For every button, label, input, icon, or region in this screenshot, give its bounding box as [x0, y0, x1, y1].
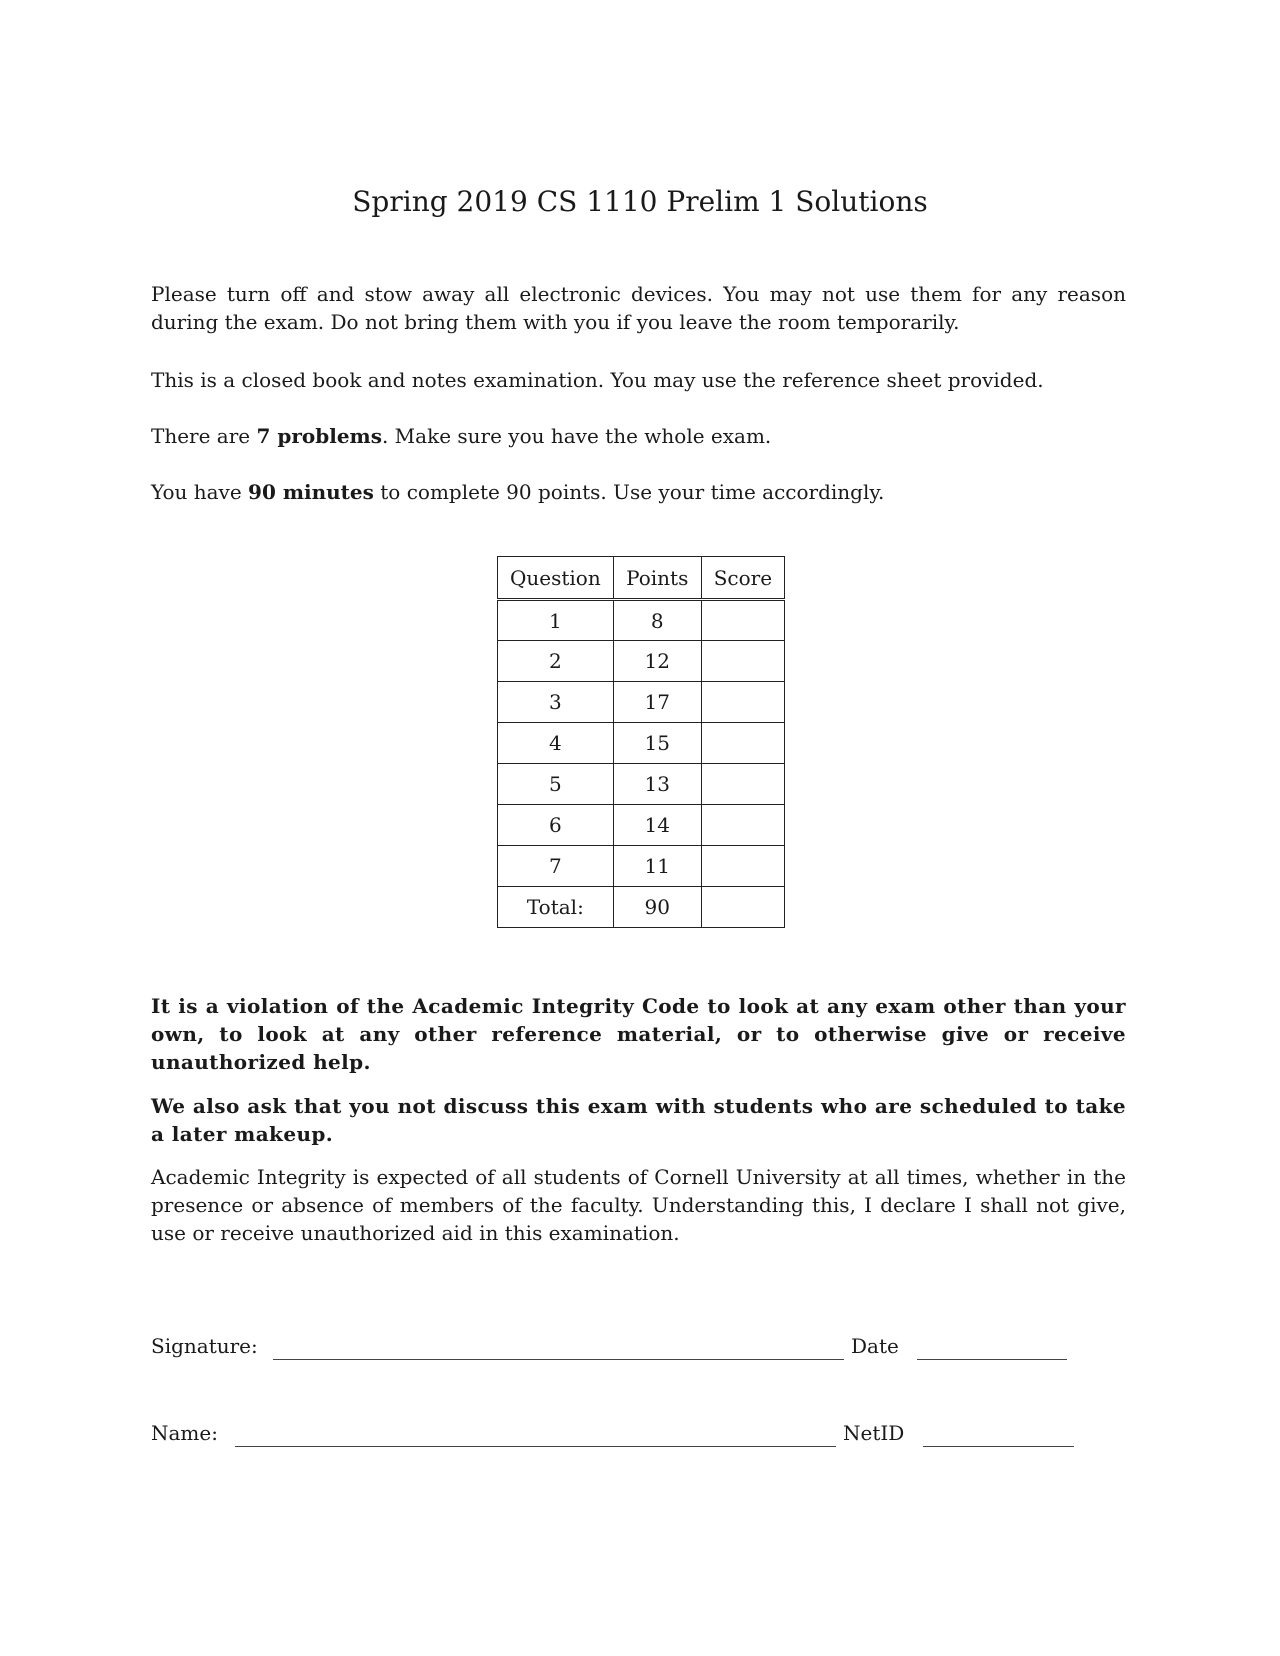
question-number: 2: [498, 641, 614, 682]
date-label: Date: [851, 1334, 899, 1358]
question-number: 4: [498, 723, 614, 764]
table-row: [498, 682, 785, 723]
question-number: 1: [498, 600, 614, 641]
question-number: 6: [498, 805, 614, 846]
table-row: [498, 764, 785, 805]
question-points: 12: [613, 641, 701, 682]
question-points: 13: [613, 764, 701, 805]
question-points: 15: [613, 723, 701, 764]
name-field[interactable]: [235, 1446, 836, 1447]
date-field[interactable]: [917, 1359, 1067, 1360]
question-number: 7: [498, 846, 614, 887]
question-points: 17: [613, 682, 701, 723]
header-question: Question: [498, 557, 614, 600]
closed-book-instruction: This is a closed book and notes examination. You may use the reference sheet provided.: [151, 368, 1044, 392]
question-number: 3: [498, 682, 614, 723]
question-score[interactable]: [701, 846, 784, 887]
problems-prefix: There are: [151, 424, 257, 448]
table-row: [498, 846, 785, 887]
question-points: 11: [613, 846, 701, 887]
time-prefix: You have: [151, 480, 249, 504]
table-row: [498, 805, 785, 846]
integrity-violation-notice: It is a violation of the Academic Integrity Code to look at any exam other than your own, to look at any other reference material, or to otherwise give or receive unauthorized help.: [151, 994, 1126, 1074]
time-instruction: [151, 478, 1126, 506]
question-points: 14: [613, 805, 701, 846]
table-row: [498, 641, 785, 682]
question-score[interactable]: [701, 682, 784, 723]
signature-field[interactable]: [273, 1359, 844, 1360]
integrity-declaration: Academic Integrity is expected of all students of Cornell University at all times, whether in the presence or absence of members of the faculty. Understanding this, I declare I shall not give, use or receive unauthorized aid in this examination.: [151, 1165, 1126, 1245]
total-points: 90: [613, 887, 701, 928]
question-score[interactable]: [701, 600, 784, 641]
time-suffix: to complete 90 points. Use your time accordingly.: [373, 480, 885, 504]
signature-label: Signature:: [151, 1334, 258, 1358]
header-points: Points: [613, 557, 701, 600]
question-points: 8: [613, 600, 701, 641]
devices-instruction: Please turn off and stow away all electronic devices. You may not use them for any reason during the exam. Do not bring them with you if you leave the room temporarily.: [151, 282, 1126, 334]
total-score[interactable]: [701, 887, 784, 928]
makeup-notice: We also ask that you not discuss this exam with students who are scheduled to take a later makeup.: [151, 1094, 1126, 1146]
problems-count: 7 problems: [256, 424, 382, 448]
total-row: [498, 887, 785, 928]
table-row: [498, 723, 785, 764]
question-score[interactable]: [701, 764, 784, 805]
question-score[interactable]: [701, 641, 784, 682]
total-label: Total:: [498, 887, 614, 928]
table-row: [498, 600, 785, 641]
problems-suffix: . Make sure you have the whole exam.: [381, 424, 772, 448]
netid-label: NetID: [843, 1421, 905, 1445]
question-number: 5: [498, 764, 614, 805]
name-label: Name:: [151, 1421, 218, 1445]
question-score[interactable]: [701, 805, 784, 846]
score-table-header: [498, 557, 785, 600]
time-limit: 90 minutes: [248, 480, 374, 504]
header-score: Score: [701, 557, 784, 600]
score-table: [497, 556, 785, 928]
netid-field[interactable]: [923, 1446, 1074, 1447]
question-score[interactable]: [701, 723, 784, 764]
page-title: Spring 2019 CS 1110 Prelim 1 Solutions: [352, 185, 928, 218]
problems-instruction: [151, 422, 1126, 450]
